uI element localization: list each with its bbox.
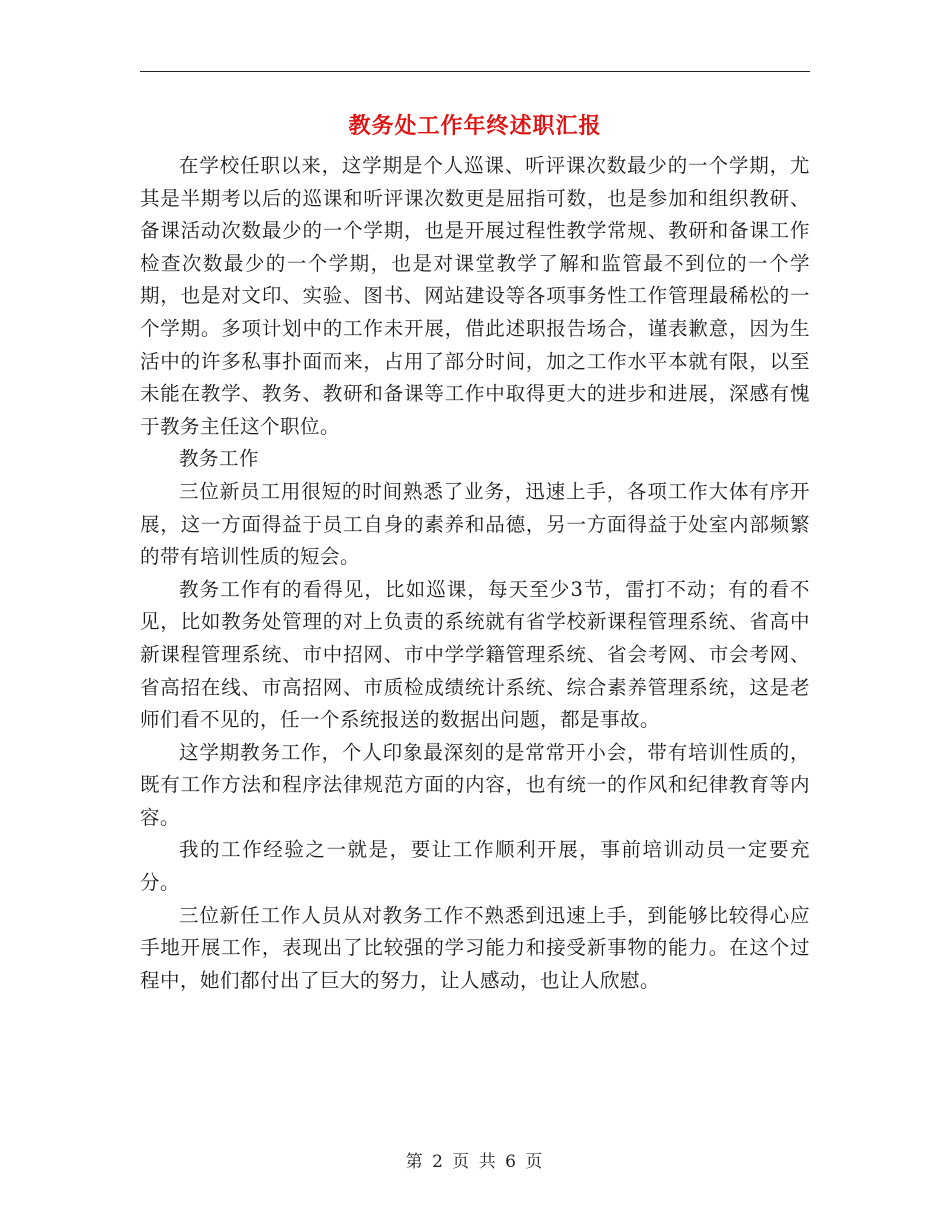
paragraph-4: 这学期教务工作，个人印象最深刻的是常常开小会，带有培训性质的，既有工作方法和程序法律规范方面的内容，也有统一的作风和纪律教育等内容。 — [140, 740, 810, 829]
paragraph-6: 三位新任工作人员从对教务工作不熟悉到迅速上手，到能够比较得心应手地开展工作，表现出了比较强的学习能力和接受新事物的能力。在这个过程中，她们都付出了巨大的努力，让人感动，也让人欣慰。 — [140, 903, 810, 992]
page-number-footer: 第 2 页 共 6 页 — [405, 1152, 545, 1172]
paragraph-1: 在学校任职以来，这学期是个人巡课、听评课次数最少的一个学期，尤其是半期考以后的巡课和听评课次数更是屈指可数，也是参加和组织教研、备课活动次数最少的一个学期，也是开展过程性教学常规、教研和备课工作检查次数最少的一个学期，也是对课堂教学了解和监管最不到位的一个学期，也是对文印、实验、图书、网站建设等各项事务性工作管理最稀松的一个学期。多项计划中的工作未开展，借此述职报告场合，谨表歉意，因为生活中的许多私事扑面而来，占用了部分时间，加之工作水平本就有限，以至未能在教学、教务、教研和备课等工作中取得更大的进步和进展，深感有愧于教务主任这个职位。 — [140, 154, 810, 438]
paragraph-2: 三位新员工用很短的时间熟悉了业务，迅速上手，各项工作大体有序开展，这一方面得益于员工自身的素养和品德，另一方面得益于处室内部频繁的带有培训性质的短会。 — [140, 479, 810, 569]
paragraph-5: 我的工作经验之一就是，要让工作顺利开展，事前培训动员一定要充分。 — [140, 838, 810, 895]
paragraph-3: 教务工作有的看得见，比如巡课，每天至少3节，雷打不动；有的看不见，比如教务处管理的对上负责的系统就有省学校新课程管理系统、省高中新课程管理系统、市中招网、市中学学籍管理系统、省会考网、市会考网、省高招在线、市高招网、市质检成绩统计系统、综合素养管理系统，这是老师们看不见的，任一个系统报送的数据出问题，都是事故。 — [140, 577, 810, 732]
section-heading: 教务工作 — [179, 447, 260, 471]
document-title: 教务处工作年终述职汇报 — [348, 113, 602, 139]
header-rule — [140, 71, 810, 72]
document-body — [140, 150, 810, 997]
